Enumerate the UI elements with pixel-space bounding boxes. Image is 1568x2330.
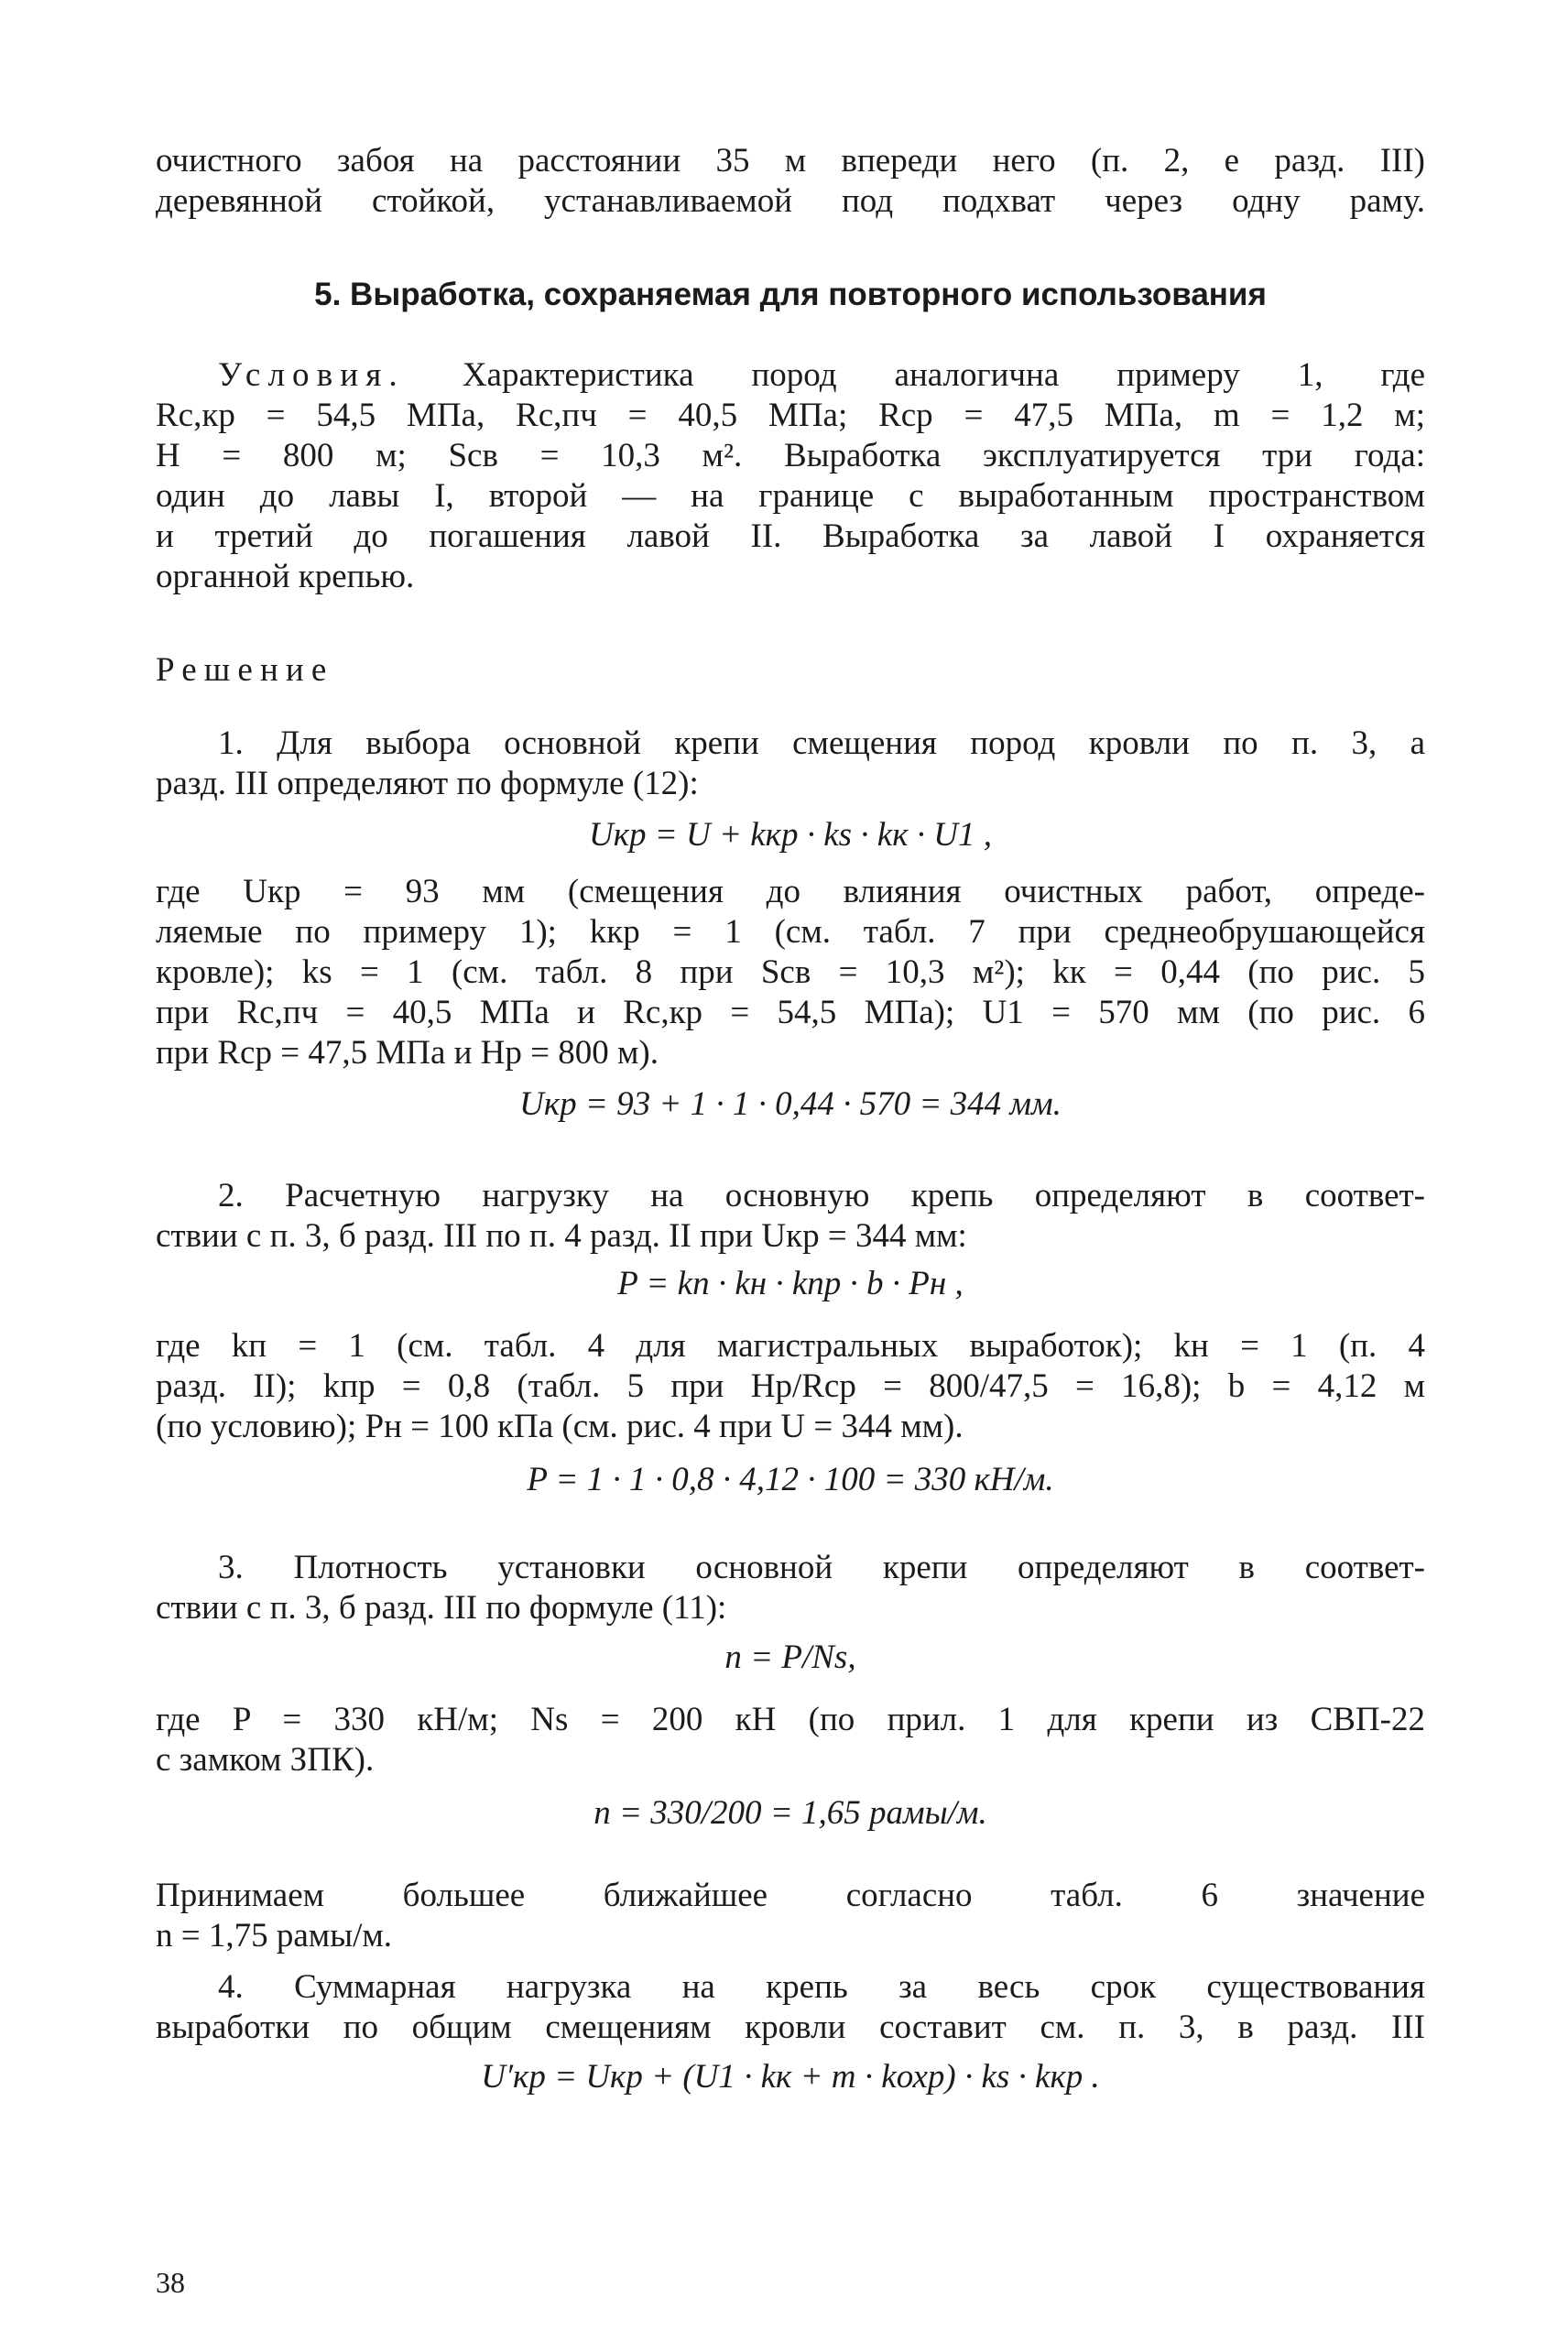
step3-result: n = 330/200 = 1,65 рамы/м. [593, 1794, 987, 1832]
step2-formula: P = kп · kн · kпр · b · Pн , [617, 1265, 964, 1302]
section-heading: 5. Выработка, сохраняемая для повторного использования [314, 277, 1267, 312]
conditions-line-4: один до лавы I, второй — на границе с выработанным пространством [156, 477, 1425, 515]
conditions-line-5: и третий до погашения лавой II. Выработка за лавой I охраняется [156, 517, 1425, 555]
step1-where-5: при Rср = 47,5 МПа и Hр = 800 м). [156, 1034, 659, 1072]
intro-line-2: деревянной стойкой, устанавливаемой под подхват через одну раму. [156, 182, 1425, 220]
step1-where-4: при Rс,пч = 40,5 МПа и Rс,кр = 54,5 МПа); U1 = 570 мм (по рис. 6 [156, 994, 1425, 1031]
step2-where-2: разд. II); kпр = 0,8 (табл. 5 при Hр/Rср = 800/47,5 = 16,8); b = 4,12 м [156, 1367, 1425, 1405]
step1-where-3: кровле); ks = 1 (см. табл. 8 при Sсв = 10,3 м²); kк = 0,44 (по рис. 5 [156, 953, 1425, 991]
step2-where-1: где kп = 1 (см. табл. 4 для магистральных выработок); kн = 1 (п. 4 [156, 1327, 1425, 1365]
step-3 [156, 1548, 1425, 1834]
step1-line-1: 1. Для выбора основной крепи смещения пород кровли по п. 3, а [218, 724, 1425, 762]
step4-line-2: выработки по общим смещениям кровли составит см. п. 3, в разд. III [156, 2009, 1425, 2046]
accept-paragraph [156, 1876, 1425, 1956]
step4-formula: U′кр = Uкр + (U1 · kк + m · kохр) · ks · kкр . [481, 2058, 1100, 2096]
step3-where-1: где P = 330 кН/м; Ns = 200 кН (по прил. 1 для крепи из СВП-22 [156, 1701, 1425, 1738]
intro-line-1: очистного забоя на расстоянии 35 м впереди него (п. 2, е разд. III) [156, 142, 1425, 180]
step-1 [156, 724, 1425, 1125]
step1-result: Uкр = 93 + 1 · 1 · 0,44 · 570 = 344 мм. [519, 1085, 1062, 1123]
step3-line-1: 3. Плотность установки основной крепи определяют в соответ- [218, 1549, 1425, 1586]
accept-line-2: n = 1,75 рамы/м. [156, 1917, 393, 1954]
accept-line-1: Принимаем большее ближайшее согласно табл. 6 значение [156, 1877, 1425, 1914]
step-2 [156, 1176, 1425, 1500]
step-4 [156, 1967, 1425, 2097]
step3-formula: n = P/Ns, [724, 1639, 856, 1676]
step4-line-1: 4. Суммарная нагрузка на крепь за весь срок существования [218, 1968, 1425, 2006]
step1-where-2: ляемые по примеру 1); kкр = 1 (см. табл. 7 при среднеобрушающейся [156, 913, 1425, 951]
conditions-line-2: Rс,кр = 54,5 МПа, Rс,пч = 40,5 МПа; Rср = 47,5 МПа, m = 1,2 м; [156, 397, 1425, 434]
step2-where-3: (по условию); Pн = 100 кПа (см. рис. 4 при U = 344 мм). [156, 1408, 964, 1445]
conditions-label: Условия. [218, 356, 405, 394]
step1-where-1: где Uкр = 93 мм (смещения до влияния очистных работ, опреде- [156, 873, 1425, 910]
conditions-line-3: H = 800 м; Sсв = 10,3 м². Выработка эксплуатируется три года: [156, 437, 1425, 474]
step1-line-2: разд. III определяют по формуле (12): [156, 765, 699, 802]
conditions-line-6: органной крепью. [156, 558, 415, 595]
page-number: 38 [156, 2266, 185, 2299]
step1-formula: Uкр = U + kкр · ks · kк · U1 , [589, 816, 992, 854]
step3-line-2: ствии с п. 3, б разд. III по формуле (11): [156, 1589, 727, 1627]
intro-paragraph [156, 141, 1425, 222]
step2-line-2: ствии с п. 3, б разд. III по п. 4 разд. II при Uкр = 344 мм: [156, 1217, 967, 1255]
step2-line-1: 2. Расчетную нагрузку на основную крепь определяют в соответ- [218, 1177, 1425, 1214]
solution-label: Решение [156, 651, 334, 689]
conditions-line-1: Условия. Характеристика пород аналогична примеру 1, где [218, 356, 1426, 394]
conditions-paragraph [156, 355, 1425, 597]
step3-where-2: с замком ЗПК). [156, 1741, 375, 1779]
step2-result: P = 1 · 1 · 0,8 · 4,12 · 100 = 330 кН/м. [527, 1461, 1054, 1498]
